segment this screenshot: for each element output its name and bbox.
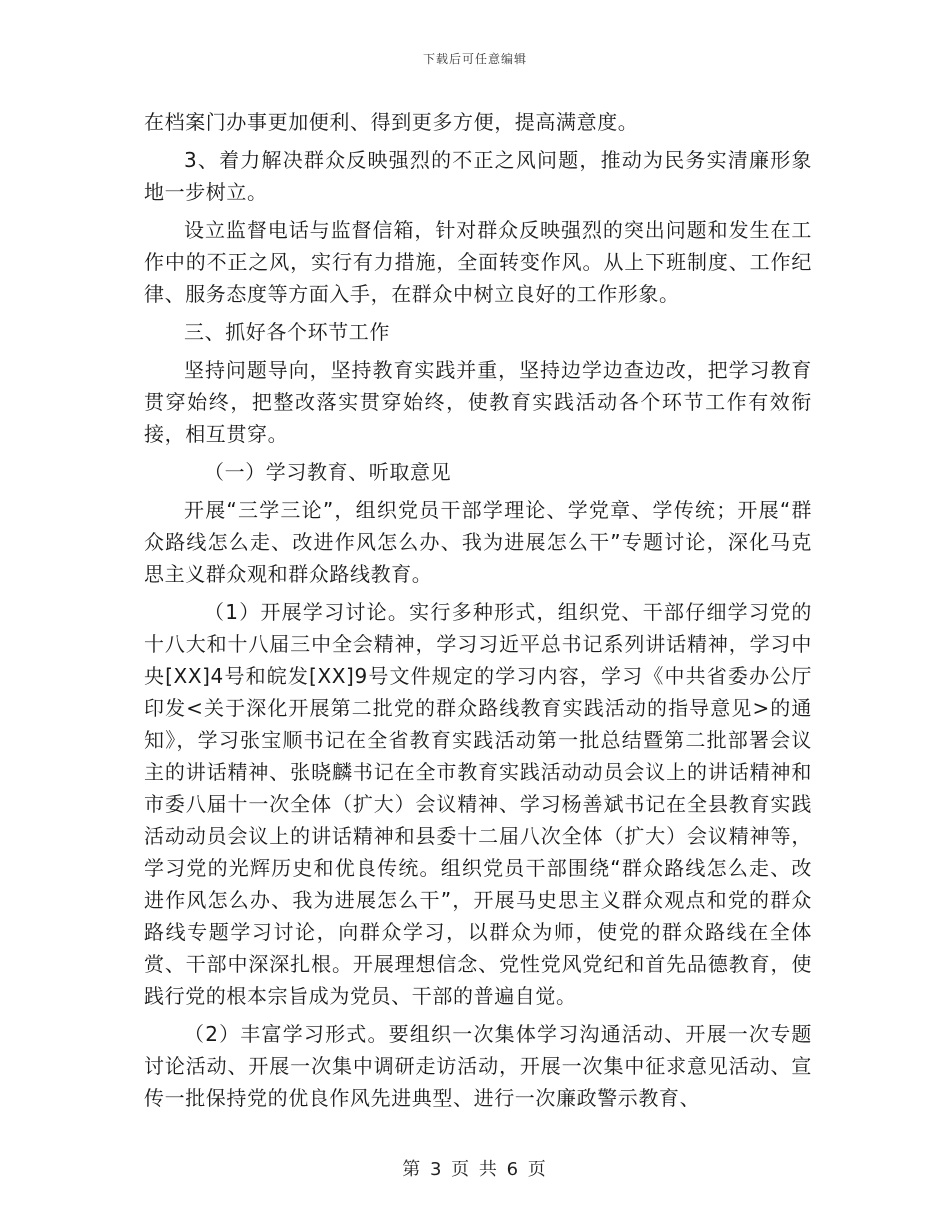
paragraph-supervision: 设立监督电话与监督信箱，针对群众反映强烈的突出问题和发生在工作中的不正之风，实行有力措施，全面转变作风。从上下班制度、工作纪律、服务态度等方面入手，在群众中树立良好的工作形象。 <box>144 218 812 306</box>
paragraph-three-learn: 开展“三学三论”，组织党员干部学理论、学党章、学传统；开展“群众路线怎么走、改进作风怎么办、我为进展怎么干”专题讨论，深化马克思主义群众观和群众路线教育。 <box>144 498 812 586</box>
document-body <box>144 106 812 1120</box>
subsection-heading-1: （一）学习教育、听取意见 <box>204 460 452 484</box>
page-footer: 第 3 页 共 6 页 <box>402 1159 548 1180</box>
paragraph-item-3: 3、着力解决群众反映强烈的不正之风问题，推动为民务实清廉形象地一步树立。 <box>144 148 812 204</box>
paragraph-problem-oriented: 坚持问题导向，坚持教育实践并重，坚持边学边查边改，把学习教育贯穿始终，把整改落实贯穿始终，使教育实践活动各个环节工作有效衔接，相互贯穿。 <box>144 358 812 446</box>
section-heading-3: 三、抓好各个环节工作 <box>184 320 390 344</box>
page-header: 下载后可任意编辑 <box>422 52 527 66</box>
paragraph-study-discussion: （1）开展学习讨论。实行多种形式，组织党、干部仔细学习党的十八大和十八届三中全会精神，学习习近平总书记系列讲话精神，学习中央[XX]4号和皖发[XX]9号文件规定的学习内容，学习《中共省委办公厅印发<关于深化开展第二批党的群众路线教育实践活动的指导意见>的通知》，学习张宝顺书记在全省教育实践活动第一批总结暨第二批部署会议主的讲话精神、张晓麟书记在全市教育实践活动动员会议上的讲话精神和市委八届十一次全体（扩大）会议精神、学习杨善斌书记在全县教育实践活动动员会议上的讲话精神和县委十二届八次全体（扩大）会议精神等，学习党的光辉历史和优良传统。组织党员干部围绕“群众路线怎么走、改进作风怎么办、我为进展怎么干”，开展马史思主义群众观点和党的群众路线专题学习讨论，向群众学习，以群众为师，使党的群众路线在全体赏、干部中深深扎根。开展理想信念、党性党风党纪和首先品德教育，使践行党的根本宗旨成为党员、干部的普遍自觉。 <box>144 600 812 1008</box>
paragraph-continuation: 在档案门办事更加便利、得到更多方便，提高满意度。 <box>144 110 639 134</box>
paragraph-study-forms: （2）丰富学习形式。要组织一次集体学习沟通活动、开展一次专题讨论活动、开展一次集中调研走访活动，开展一次集中征求意见活动、宣传一批保持党的优良作风先进典型、进行一次廉政警示教育、 <box>144 1022 812 1110</box>
